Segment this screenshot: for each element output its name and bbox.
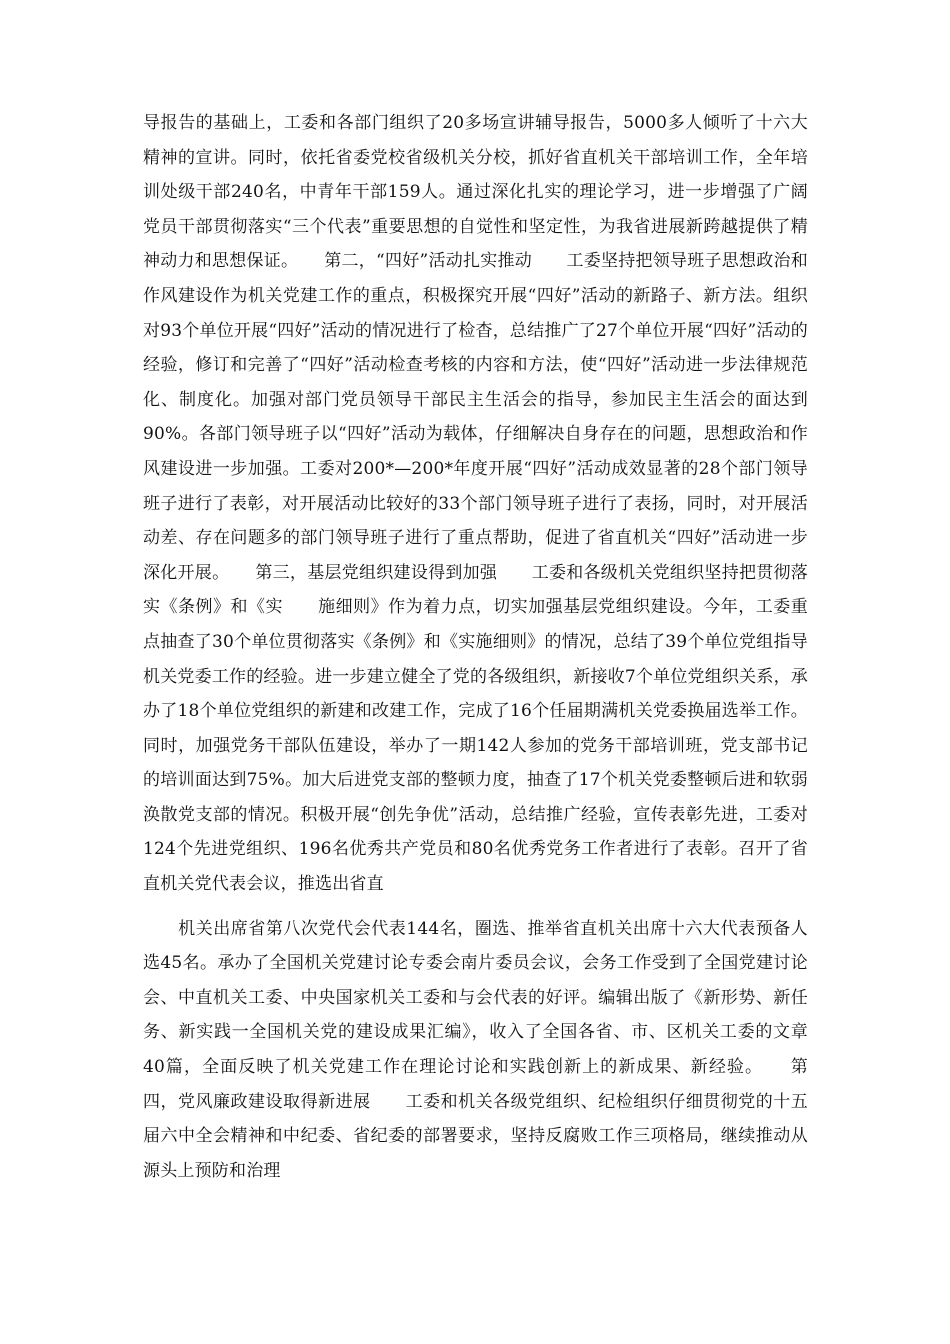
document-page — [143, 106, 808, 1188]
paragraph-2: 机关出席省第八次党代会代表144名，圈选、推举省直机关出席十六大代表预备人选45名。承办了全国机关党建讨论专委会南片委员会议，会务工作受到了全国党建讨论会、中直机关工委、中央国家机关工委和与会代表的好评。编辑出版了《新形势、新任务、新实践一全国机关党的建设成果汇编》，收入了全国各省、市、区机关工委的文章40篇，全面反映了机关党建工作在理论讨论和实践创新上的新成果、新经验。 第四，党风廉政建设取得新进展 工委和机关各级党组织、纪检组织仔细贯彻党的十五届六中全会精神和中纪委、省纪委的部署要求，坚持反腐败工作三项格局，继续推动从源头上预防和治理 — [143, 918, 808, 1181]
paragraph-gap — [143, 902, 808, 912]
paragraph-1: 导报告的基础上，工委和各部门组织了20多场宣讲辅导报告，5000多人倾听了十六大精神的宣讲。同时，依托省委党校省级机关分校，抓好省直机关干部培训工作，全年培训处级干部240名，中青年干部159人。通过深化扎实的理论学习，进一步增强了广阔党员干部贯彻落实“三个代表”重要思想的自觉性和坚定性，为我省进展新跨越提供了精神动力和思想保证。 第二，“四好”活动扎实推动 工委坚持把领导班子思想政治和作风建设作为机关党建工作的重点，积极探究开展“四好”活动的新路子、新方法。组织对93个单位开展“四好”活动的情况进行了检杳，总结推广了27个单位开展“四好”活动的经验，修订和完善了“四好”活动检查考核的内容和方法，使“四好”活动进一步法律规范化、制度化。加强对部门党员领导干部民主生活会的指导，参加民主生活会的面达到90%。各部门领导班子以“四好”活动为载体，仔细解决自身存在的问题，思想政治和作风建设进一步加强。工委对200*—200*年度开展“四好”活动成效显著的28个部门领导班子进行了表彰，对开展活动比较好的33个部门领导班子进行了表扬，同时，对开展活动差、存在问题多的部门领导班子进行了重点帮助，促进了省直机关“四好”活动进一步深化开展。 第三，基层党组织建设得到加强 工委和各级机关党组织坚持把贯彻落实《条例》和《实 施细则》作为着力点，切实加强基层党组织建设。今年，工委重点抽查了30个单位贯彻落实《条例》和《实施细则》的情况，总结了39个单位党组指导机关党委工作的经验。进一步建立健全了党的各级组织，新接收7个单位党组织关系，承办了18个单位党组织的新建和改建工作，完成了16个任届期满机关党委换届选举工作。同时，加强党务干部队伍建设，举办了一期142人参加的党务干部培训班，党支部书记的培训面达到75%。加大后进党支部的整顿力度，抽查了17个机关党委整顿后进和软弱涣散党支部的情况。积极开展“创先争优”活动，总结推广经验，宣传表彰先进，工委对124个先进党组织、196名优秀共产党员和80名优秀党务工作者进行了表彰。召开了省直机关党代表会议，推选出省直 — [143, 113, 808, 895]
